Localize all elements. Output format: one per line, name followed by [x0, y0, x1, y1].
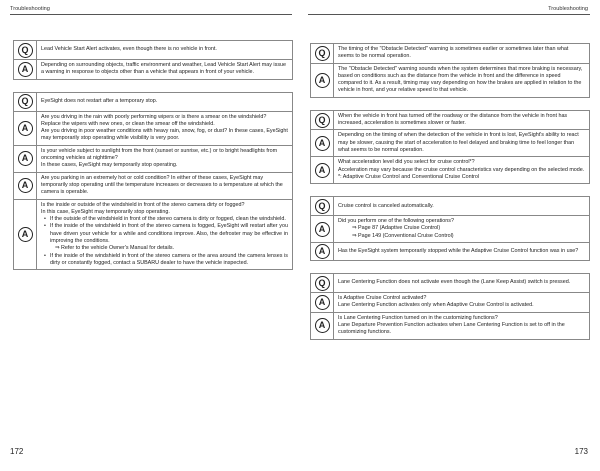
answer-text: Are you parking in an extremely hot or cold condition? In either of these cases, EyeSight may temporarily stop operating until the temperature increases or decreases to a temperature at which the camera is operable. — [41, 174, 283, 196]
footnote: *: Adaptive Cruise Control and Conventional Cruise Control — [338, 173, 480, 180]
bullet-item: • If the inside of the windshield in front of the stereo camera or the area around the camera lenses is dirty or constantly fogged, contact a SUBARU dealer to have the vehicle inspected. — [41, 253, 288, 268]
answer-text: Depending on the timing of when the detection of the vehicle in front is lost, EyeSight's ability to react may be slower, causing the start of acceleration to feel delayed and braking time to feel longer than what seems to be normal operation. — [338, 132, 579, 153]
header-rule-left — [10, 14, 292, 15]
qa-block — [310, 273, 590, 339]
page-number-right: 173 — [574, 447, 588, 456]
q-badge: Q — [14, 41, 37, 59]
question-text: EyeSight does not restart after a temporary stop. — [41, 97, 158, 104]
a-badge: A — [311, 293, 334, 312]
page-number-left: 172 — [10, 447, 24, 456]
q-badge: Q — [14, 93, 37, 111]
answer-text: Is Adaptive Cruise Control activated? — [338, 295, 427, 302]
question-row — [14, 41, 292, 59]
running-header-left: Troubleshooting — [10, 6, 50, 12]
answer-row — [311, 312, 589, 339]
answer-text: Acceleration may vary because the cruise control characteristics vary depending on the selected mode. — [338, 166, 585, 173]
header-rule-right — [308, 14, 590, 15]
a-badge: A — [311, 313, 334, 339]
answer-row — [311, 242, 589, 260]
answer-text: Did you perform one of the following operations? — [338, 218, 454, 225]
question-text: The timing of the "Obstacle Detected" warning is sometimes earlier or sometimes later than what seems to be normal operation. — [338, 46, 569, 60]
answer-text: Lane Centering Function activates only when Adaptive Cruise Control is activated. — [338, 302, 534, 309]
qa-block — [310, 43, 590, 98]
a-badge: A — [311, 64, 334, 97]
question-row — [311, 274, 589, 292]
a-badge: A — [14, 200, 37, 270]
question-text: Cruise control is canceled automatically. — [338, 202, 434, 209]
answer-text: In these cases, EyeSight may temporarily stop operating. — [41, 162, 178, 169]
answer-text: The "Obstacle Detected" warning sounds when the system determines that more braking is necessary, based on conditions such as the distance from the vehicle in front and the difference in speed compared to it. As a result, timing may vary depending on how the brakes are applied in relation to the vehicle in front, and your relative speed to that vehicle. — [338, 65, 583, 94]
answer-row — [311, 215, 589, 242]
question-text: Lane Centering Function does not activate even though the (Lane Keep Assist) switch is pressed. — [338, 279, 571, 286]
a-badge: A — [14, 112, 37, 145]
answer-text: Depending on surrounding objects, traffic environment and weather, Lead Vehicle Start Alert may issue a warning in response to objects other than a vehicle that appears in front of your vehicle. — [41, 62, 287, 76]
cross-reference-page-87[interactable]: ⇒ Page 87 (Adaptive Cruise Control) — [352, 225, 441, 232]
bullet-item: • If the inside of the windshield in front of the stereo camera is fogged, EyeSight will restart after you have driven your vehicle for a while and conditions improve. Also, the defroster may be effective in improving the conditions. — [41, 223, 288, 245]
answer-text: Is your vehicle subject to sunlight from the front (sunset or sunrise, etc.) or to bright headlights from oncoming vehicles at nighttime? — [41, 147, 278, 162]
question-row — [14, 93, 292, 111]
answer-row — [14, 111, 292, 145]
answer-row — [14, 172, 292, 199]
bullet-item: • If the outside of the windshield in front of the stereo camera is dirty or fogged, clean the windshield. — [41, 216, 288, 223]
q-badge: Q — [311, 111, 334, 130]
answer-row — [311, 63, 589, 97]
answer-text: Is the inside or outside of the windshield in front of the stereo camera dirty or fogged? — [41, 201, 245, 208]
answer-row — [311, 156, 589, 183]
answer-text: What acceleration level did you select for cruise control*? — [338, 159, 475, 166]
answer-text: Replace the wipers with new ones, or clean the smear off the windshield. — [41, 120, 215, 127]
question-row — [311, 44, 589, 63]
q-badge: Q — [311, 197, 334, 215]
q-badge: Q — [311, 274, 334, 292]
answer-row — [14, 59, 292, 79]
left-column — [13, 40, 293, 282]
question-row — [311, 111, 589, 130]
answer-text: Is Lane Centering Function turned on in the customizing functions? — [338, 314, 498, 321]
answer-text: In this case, EyeSight may temporarily stop operating. — [41, 208, 170, 215]
a-badge: A — [14, 173, 37, 199]
answer-text: Has the EyeSight system temporarily stopped while the Adaptive Cruise Control function was in use? — [338, 247, 579, 254]
a-badge: A — [311, 243, 334, 260]
a-badge: A — [311, 216, 334, 242]
answer-text: Lane Departure Prevention Function activates when Lane Centering Function is set to off in the customizing functions. — [338, 321, 565, 336]
answer-row — [14, 199, 292, 270]
a-badge: A — [14, 146, 37, 172]
question-text: When the vehicle in front has turned off the roadway or the distance from the vehicle in front has increased, acceleration is sometimes slower or faster. — [338, 112, 568, 127]
answer-text: Are you driving in poor weather conditions with heavy rain, snow, fog, or dust? In these cases, EyeSight may temporarily stop operating while visibility is very poor. — [41, 128, 288, 142]
right-column — [310, 43, 590, 352]
a-badge: A — [311, 157, 334, 183]
question-row — [311, 197, 589, 215]
a-badge: A — [311, 130, 334, 156]
answer-row — [311, 292, 589, 312]
qa-block — [13, 40, 293, 80]
q-badge: Q — [311, 44, 334, 63]
qa-block — [13, 92, 293, 271]
question-text: Lead Vehicle Start Alert activates, even though there is no vehicle in front. — [41, 46, 217, 53]
answer-text: Are you driving in the rain with poorly performing wipers or is there a smear on the windshield? — [41, 113, 267, 120]
running-header-right: Troubleshooting — [548, 6, 588, 12]
cross-reference-page-149[interactable]: ⇒ Page 149 (Conventional Cruise Control) — [352, 232, 454, 239]
answer-row — [14, 145, 292, 172]
qa-block — [310, 196, 590, 261]
a-badge: A — [14, 60, 37, 79]
qa-block — [310, 110, 590, 184]
cross-reference: ⇒ Refer to the vehicle Owner's Manual for details. — [55, 245, 175, 252]
answer-row — [311, 129, 589, 156]
